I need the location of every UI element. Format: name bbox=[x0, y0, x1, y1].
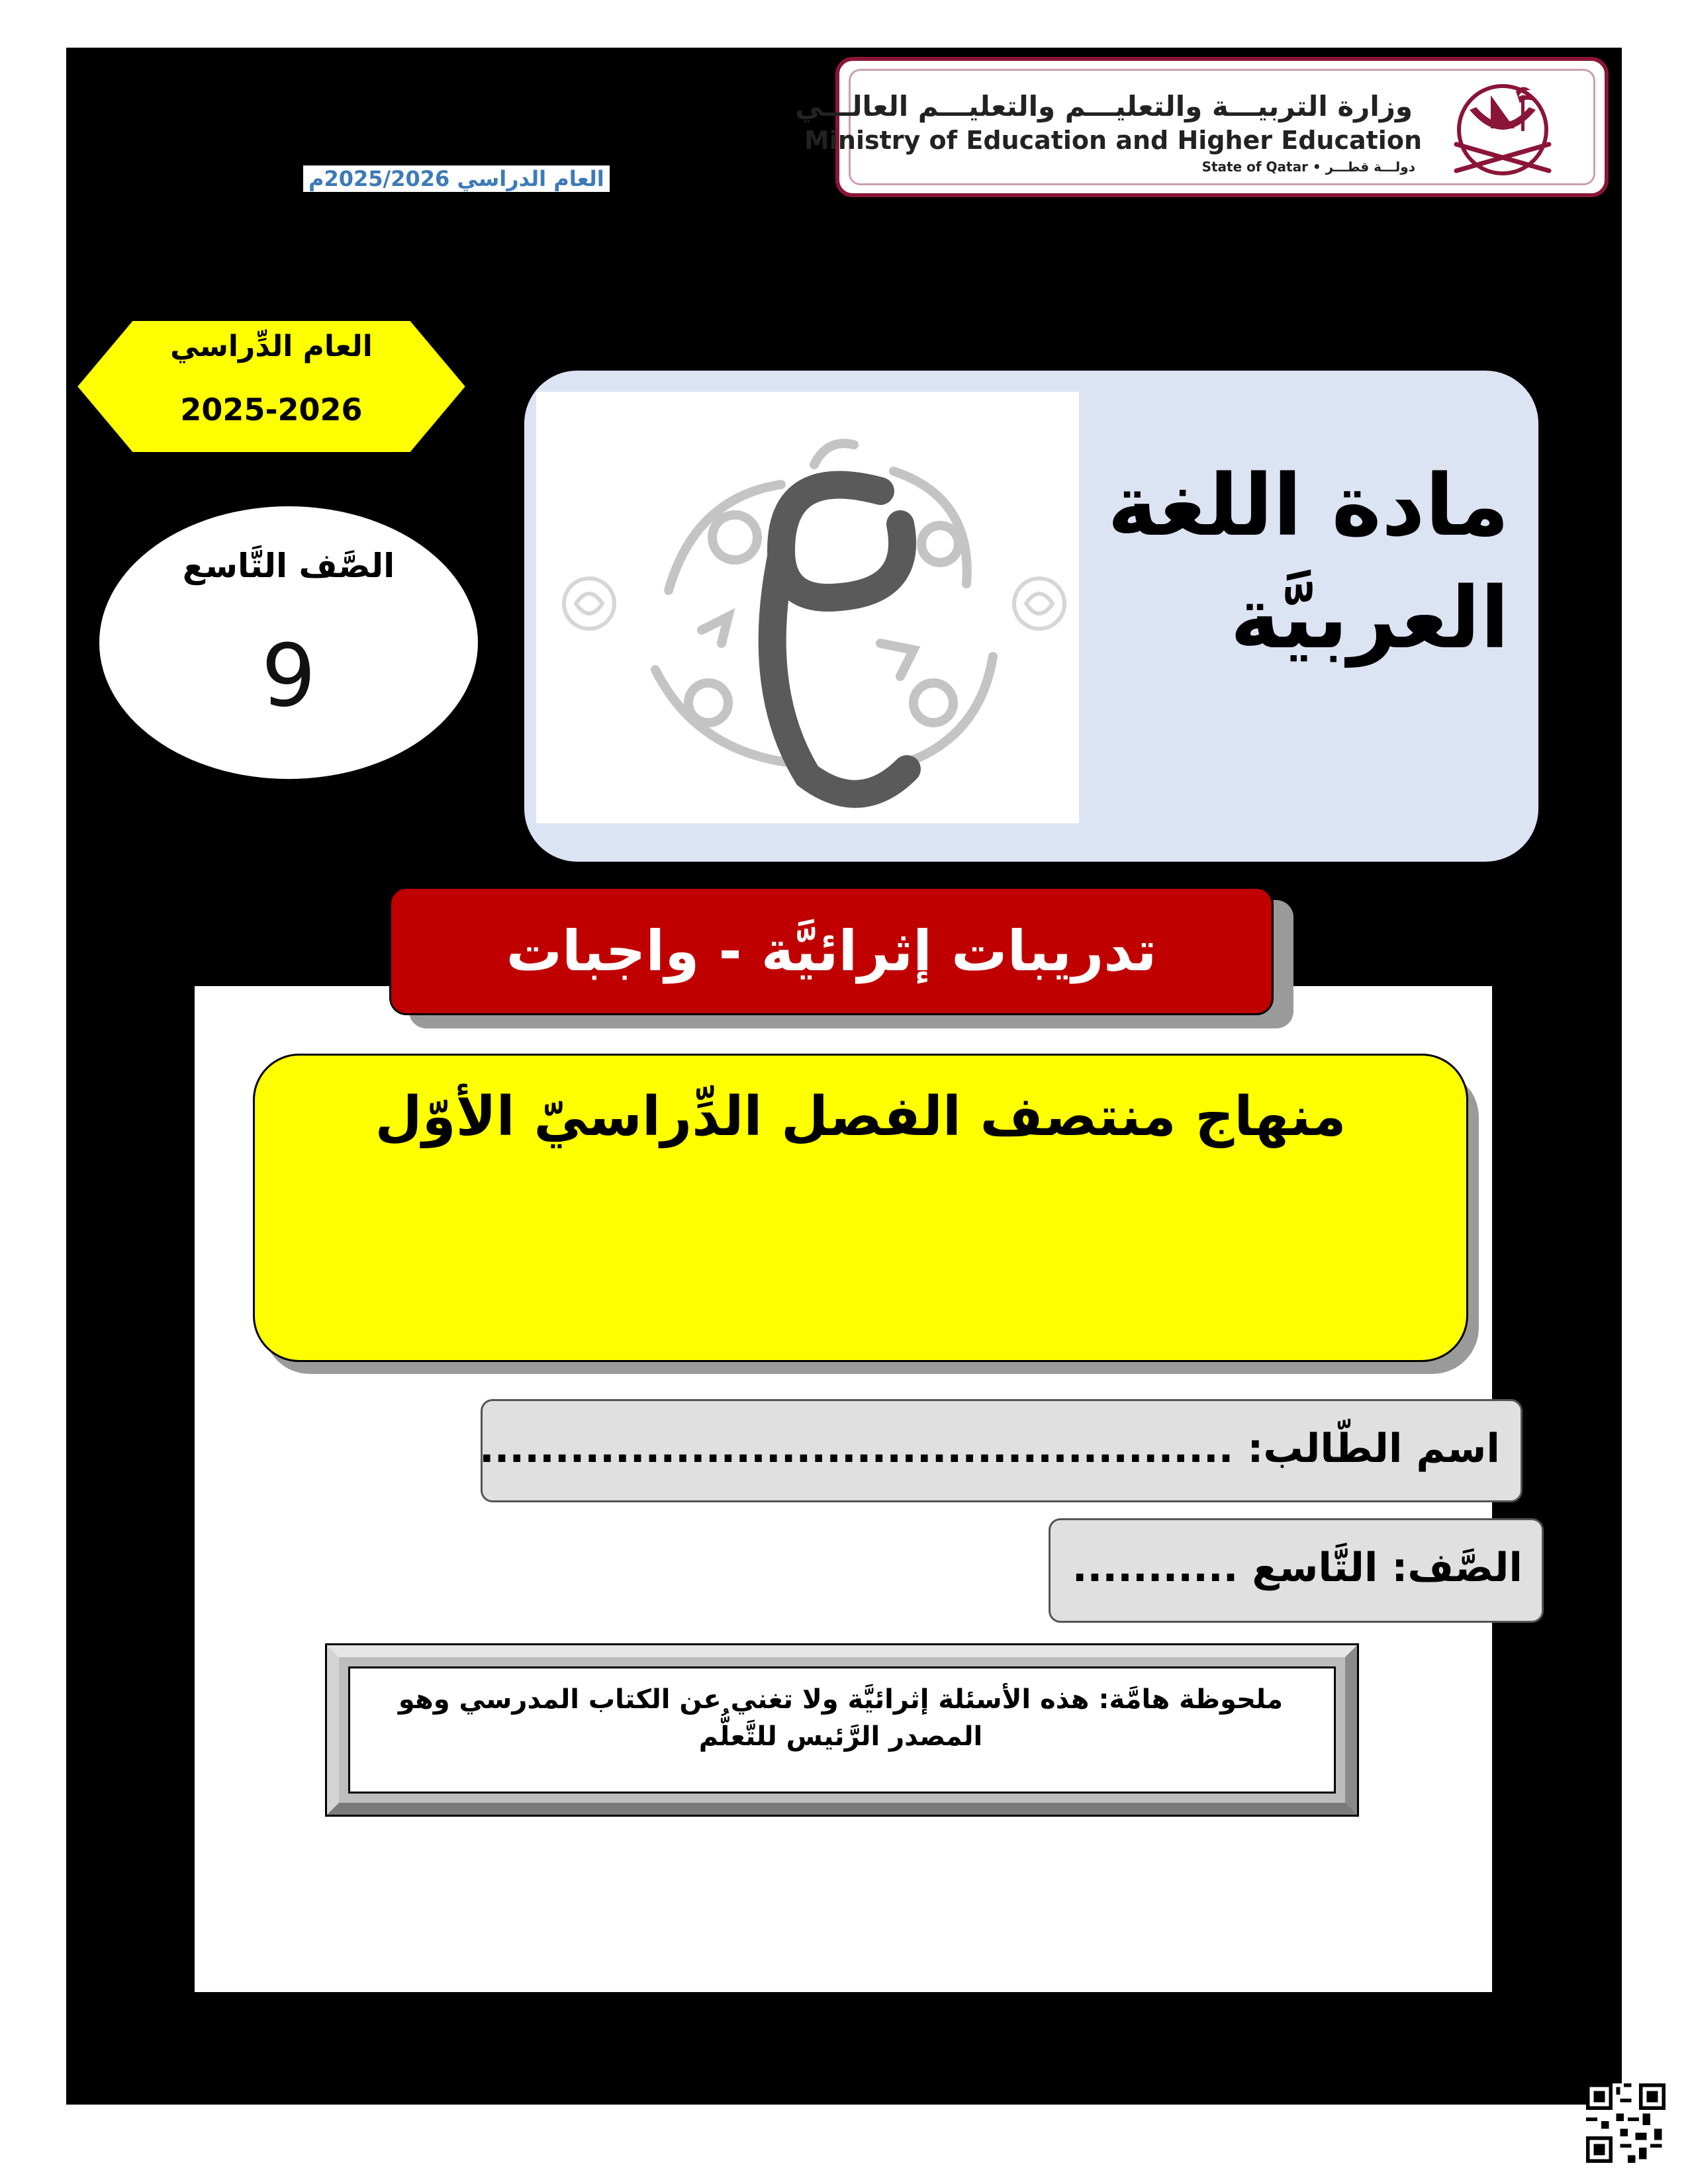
year-badge-label: العام الدِّراسي bbox=[170, 330, 373, 363]
ministry-name-arabic: وزارة التربيـــة والتعليـــم والتعليـــم العالـــي bbox=[795, 90, 1413, 122]
qr-code-icon bbox=[1586, 2083, 1665, 2163]
student-name-label: اسم الطّالب: .................................................. bbox=[479, 1426, 1500, 1472]
grade-number: 9 bbox=[261, 625, 316, 726]
calligraphy-dad-icon bbox=[536, 392, 1079, 823]
ministry-name-english: Ministry of Education and Higher Education bbox=[804, 126, 1422, 155]
note-text bbox=[371, 1681, 1311, 1755]
state-of-qatar-label: State of Qatar • دولـــة قطـــر bbox=[1201, 159, 1415, 175]
academic-year-header: العام الدراسي 2025/2026م bbox=[303, 165, 610, 192]
qatar-emblem-icon bbox=[1430, 71, 1575, 188]
subject-title bbox=[1099, 450, 1509, 675]
calligraphy-image bbox=[536, 392, 1079, 823]
note-line-2: المصدر الرَّئيس للتَّعلُّم bbox=[698, 1721, 983, 1752]
note-line-1: ملحوظة هامَّة: هذه الأسئلة إثرائيَّة ولا تغني عن الكتاب المدرسي وهو bbox=[398, 1684, 1284, 1715]
subject-title-line2: العربيَّة bbox=[1230, 569, 1509, 668]
year-badge-value: 2025-2026 bbox=[180, 392, 363, 428]
grade-label: الصَّف التَّاسع bbox=[182, 547, 395, 585]
curriculum-title: منهاج منتصف الفصل الدِّراسيّ الأوّل bbox=[375, 1085, 1346, 1148]
title-banner-text: تدريبات إثرائيَّة - واجبات bbox=[506, 919, 1157, 983]
ministry-logo-banner bbox=[795, 57, 1609, 197]
subject-title-line1: مادة اللغة bbox=[1107, 457, 1509, 555]
class-label: الصَّف: التَّاسع ........... bbox=[1072, 1545, 1523, 1591]
